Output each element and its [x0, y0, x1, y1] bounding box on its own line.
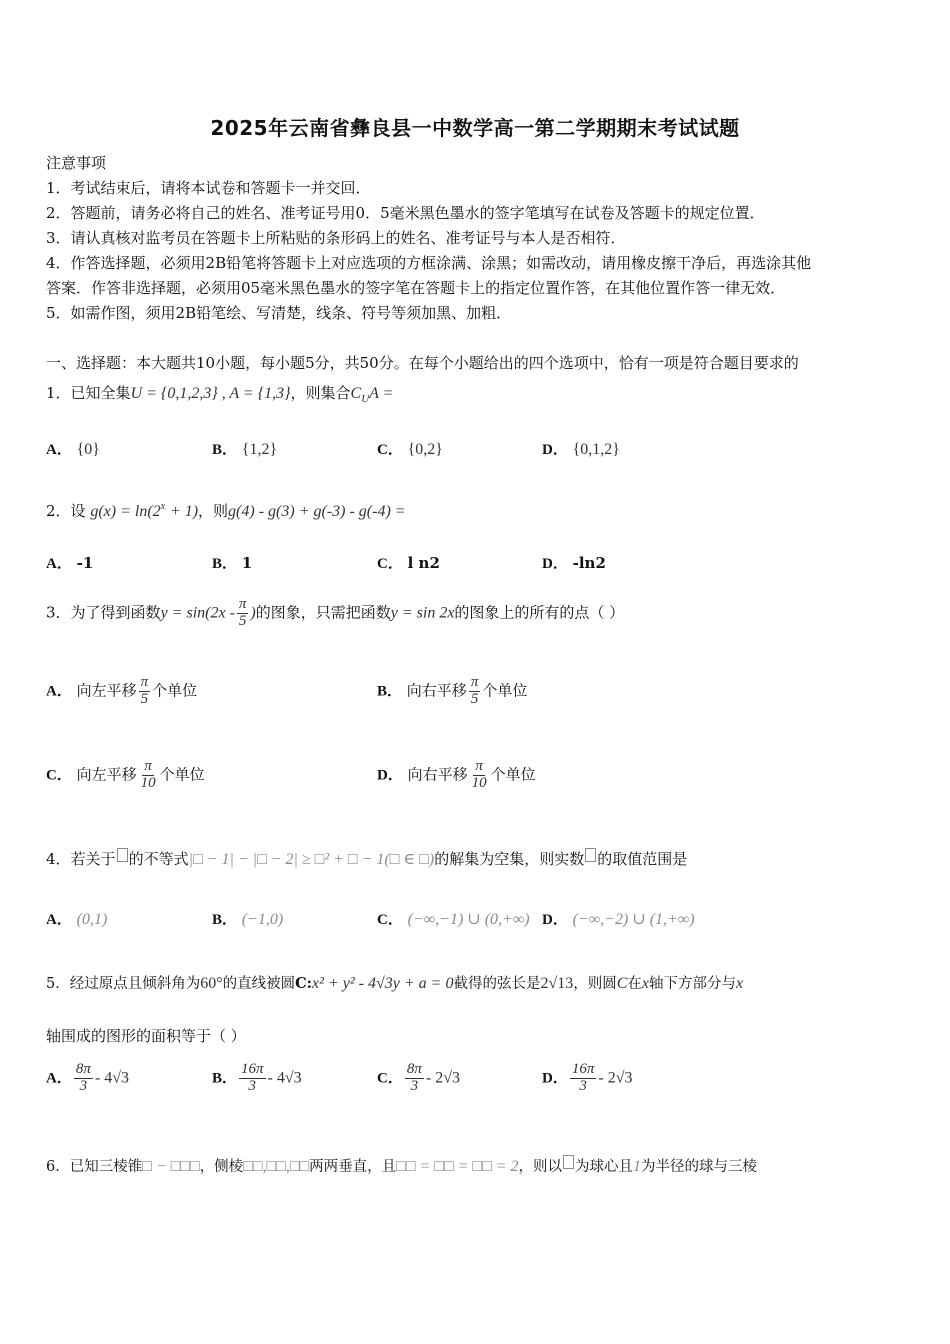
- option-b: B． 向右平移 $\frac{\pi}{5}$ 个单位: [377, 674, 528, 707]
- option-d: D． (−∞,−2) ∪ (1,+∞): [542, 911, 695, 928]
- option-a: A． (0,1): [46, 911, 108, 928]
- option-b: B． (−1,0): [212, 911, 284, 928]
- option-a: A． {0}: [46, 441, 100, 458]
- question-number: 4．: [46, 850, 71, 868]
- page-title: 2025年云南省彝良县一中数学高一第二学期期末考试试题: [210, 116, 740, 140]
- question-3: 3．为了得到函数y = sin(2x - $\frac{\pi}{5}$ )的图象，只需把函数y = sin 2x的图象上的所有的点（ ）: [46, 596, 625, 629]
- option-d: D． $\frac{16\pi}{3}$ - 2√3: [542, 1061, 633, 1094]
- option-c: C． (−∞,−1) ∪ (0,+∞): [377, 911, 530, 928]
- question-number: 1．: [46, 384, 71, 402]
- option-c: C． $\frac{8\pi}{3}$ - 2√3: [377, 1061, 460, 1094]
- option-b: B． $\frac{16\pi}{3}$ - 4√3: [212, 1061, 302, 1094]
- option-c: C． 向左平移 $\frac{\pi}{10}$ 个单位: [46, 758, 205, 791]
- section-heading: 一、选择题：本大题共10小题，每小题5分，共50分。在每个小题给出的四个选项中，恰有一项是符合题目要求的: [46, 354, 799, 372]
- option-b: B． 1: [212, 554, 253, 572]
- math-expr: U = {0,1,2,3} , A = {1,3}: [130, 385, 291, 402]
- question-1: 1．已知全集U = {0,1,2,3} , A = {1,3}，则集合$C_UA$ =: [46, 384, 394, 405]
- notice-item: 5．如需作图，须用2B铅笔绘、写清楚，线条、符号等须加黑、加粗．: [46, 304, 512, 322]
- option-c: C． {0,2}: [377, 441, 443, 458]
- option-a: A． -1: [46, 554, 94, 572]
- question-5-cont: 轴围成的图形的面积等于（ ）: [46, 1027, 246, 1045]
- missing-glyph-icon: [585, 848, 596, 862]
- option-c: C． l n2: [377, 554, 440, 572]
- question-5: 5．经过原点且倾斜角为60°的直线被圆C:x² + y² - 4√3y + a = 0截得的弦长是2√13，则圆C在x轴下方部分与x: [46, 975, 744, 992]
- option-a: A． $\frac{8\pi}{3}$ - 4√3: [46, 1061, 129, 1094]
- notice-heading: 注意事项: [46, 154, 107, 172]
- notice-item: 1．考试结束后，请将本试卷和答题卡一并交回．: [46, 179, 371, 197]
- question-number: 3．: [46, 603, 71, 622]
- notice-item: 答案．作答非选择题，必须用05毫米黑色墨水的签字笔在答题卡上的指定位置作答，在其他位置作答一律无效．: [46, 279, 786, 297]
- option-d: D． 向右平移 $\frac{\pi}{10}$ 个单位: [377, 758, 536, 791]
- option-d: D． -ln2: [542, 554, 606, 572]
- question-number: 5．: [46, 976, 70, 992]
- question-2: 2．设 $g(x) = \ln(2^x + 1)$，则g(4) - g(3) + g(-3) - g(-4) =: [46, 501, 406, 520]
- notice-item: 3．请认真核对监考员在答题卡上所粘贴的条形码上的姓名、准考证号与本人是否相符．: [46, 229, 626, 247]
- question-number: 6．: [46, 1159, 70, 1175]
- missing-glyph-icon: [563, 1155, 574, 1169]
- question-6: 6．已知三棱锥□ − □□□，侧棱□□,□□,□□两两垂直，且□□ = □□ = □□ = 2，则以 为球心且1为半径的球与三棱: [46, 1155, 757, 1176]
- option-b: B． {1,2}: [212, 441, 278, 458]
- question-4: 4．若关于 的不等式|□ − 1| − |□ − 2| ≥ □² + □ − 1(□ ∈ □)的解集为空集，则实数 的取值范围是: [46, 850, 688, 868]
- notice-item: 2．答题前，请务必将自己的姓名、准考证号用0．5毫米黑色墨水的签字笔填写在试卷及答题卡的规定位置．: [46, 204, 765, 222]
- missing-glyph-icon: [117, 848, 128, 862]
- notice-item: 4．作答选择题，必须用2B铅笔将答题卡上对应选项的方框涂满、涂黑；如需改动，请用橡皮擦干净后，再选涂其他: [46, 254, 812, 272]
- option-d: D． {0,1,2}: [542, 441, 620, 458]
- option-a: A． 向左平移 $\frac{\pi}{5}$ 个单位: [46, 674, 198, 707]
- question-number: 2．: [46, 502, 71, 520]
